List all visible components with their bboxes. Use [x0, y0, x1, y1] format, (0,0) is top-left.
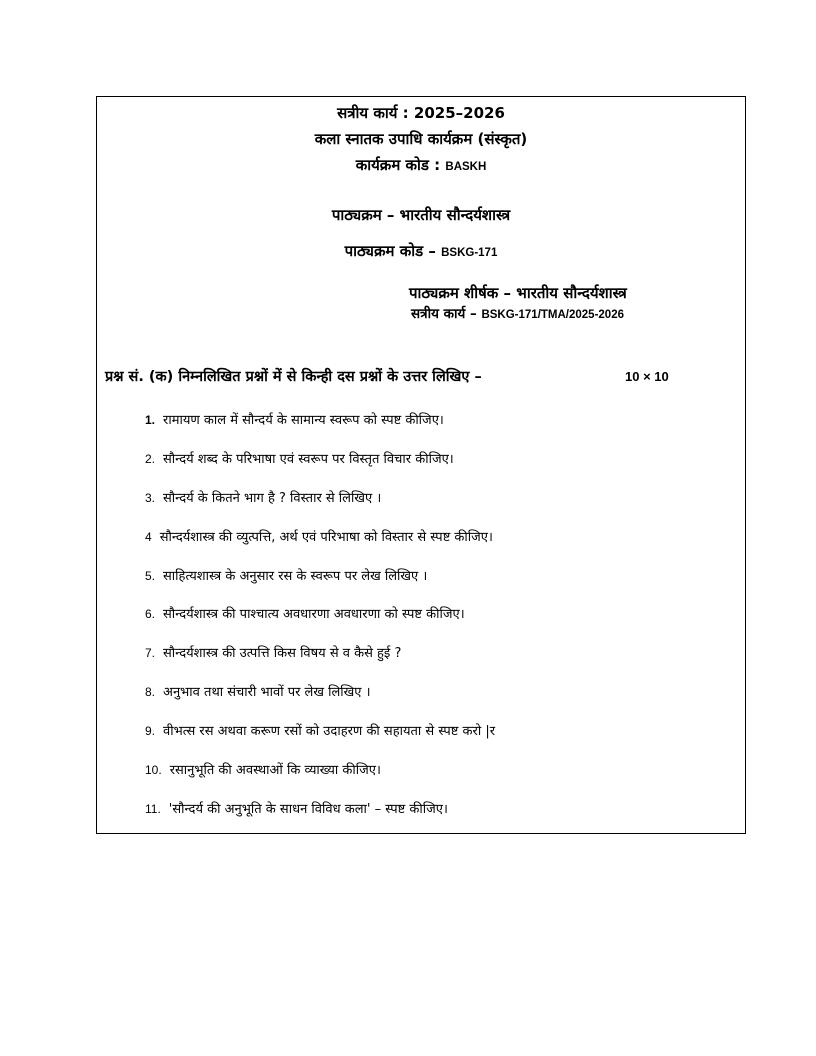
question-item [145, 489, 495, 528]
assignment-code: BSKG-171/TMA/2025-2026 [481, 309, 624, 321]
question-text: रामायण काल में सौन्दर्य के सामान्य स्वरूप को स्पष्ट कीजिए। [163, 413, 444, 428]
question-number: 10. [145, 763, 162, 778]
question-text: सौन्दर्य शब्द के परिभाषा एवं स्वरूप पर विस्तृत विचार कीजिए। [163, 451, 454, 467]
question-number: 1. [145, 413, 156, 427]
question-item [145, 644, 495, 683]
course-code-line [97, 241, 745, 263]
question-text: वीभत्स रस अथवा करूण रसों को उदाहरण की सहायता से स्पष्ट करो |र [163, 724, 496, 740]
question-item [145, 528, 495, 567]
question-item [145, 411, 495, 450]
question-item [145, 605, 495, 644]
question-text: 'सौन्दर्य की अनुभूति के साधन विविध कला' – स्पष्ट कीजिए। [168, 801, 448, 817]
question-number: 8. [145, 685, 156, 700]
programme-code: BASKH [445, 161, 487, 173]
programme-code-line [97, 155, 745, 177]
question-item [145, 761, 495, 800]
question-list [145, 411, 495, 839]
question-number: 9. [145, 724, 156, 739]
question-item [145, 683, 495, 722]
question-number: 2. [145, 451, 156, 466]
course-title-label: पाठ्यक्रम शीर्षक – भारतीय सौन्दर्यशास्त्र [409, 284, 627, 302]
question-text: साहित्यशास्त्र के अनुसार रस के स्वरूप पर लेख लिखिए । [163, 568, 428, 584]
question-number: 4 [145, 529, 152, 544]
course-code-label: पाठ्यक्रम कोड – [344, 242, 436, 260]
assignment-frame [96, 96, 746, 834]
course-code: BSKG-171 [441, 247, 498, 259]
course-label: पाठ्यक्रम – भारतीय सौन्दर्यशास्त्र [331, 206, 511, 224]
programme-code-label: कार्यक्रम कोड : [355, 156, 441, 174]
question-text: सौन्दर्य के कितने भाग है ? विस्तार से लिखिए । [163, 490, 382, 506]
question-text: सौन्दर्यशास्त्र की पाश्चात्य अवधारणा अवधारणा को स्पष्ट कीजिए। [163, 607, 465, 623]
question-text: सौन्दर्यशास्त्र की उत्पत्ति किस विषय से व कैसे हुई ? [163, 646, 402, 662]
course-title-line [409, 283, 627, 303]
session-label: सत्रीय कार्य : 2025–2026 [337, 104, 505, 122]
section-heading: प्रश्न सं. (क) निम्नलिखित प्रश्नों में से किन्ही दस प्रश्नों के उत्तर लिखिए – [105, 369, 482, 385]
question-number: 6. [145, 607, 156, 622]
question-item [145, 800, 495, 839]
question-text: सौन्दर्यशास्त्र की व्युत्पत्ति, अर्थ एवं परिभाषा को विस्तार से स्पष्ट कीजिए। [159, 529, 493, 545]
question-item [145, 450, 495, 489]
assignment-label: सत्रीय कार्य – [411, 306, 477, 322]
session-line [97, 103, 745, 123]
assignment-line [411, 304, 624, 325]
question-number: 11. [145, 801, 161, 816]
question-text: अनुभाव तथा संचारी भावों पर लेख लिखिए । [163, 685, 371, 701]
section-marks: 10 × 10 [625, 369, 669, 384]
question-number: 3. [145, 490, 156, 505]
question-number: 5. [145, 568, 156, 583]
question-item [145, 722, 495, 761]
question-item [145, 567, 495, 606]
course-line [97, 205, 745, 225]
programme-name: कला स्नातक उपाधि कार्यक्रम (संस्कृत) [314, 130, 528, 148]
question-number: 7. [145, 646, 156, 661]
question-text: रसानुभूति की अवस्थाओं कि व्याख्या कीजिए। [169, 763, 381, 779]
programme-name-line [97, 129, 745, 149]
